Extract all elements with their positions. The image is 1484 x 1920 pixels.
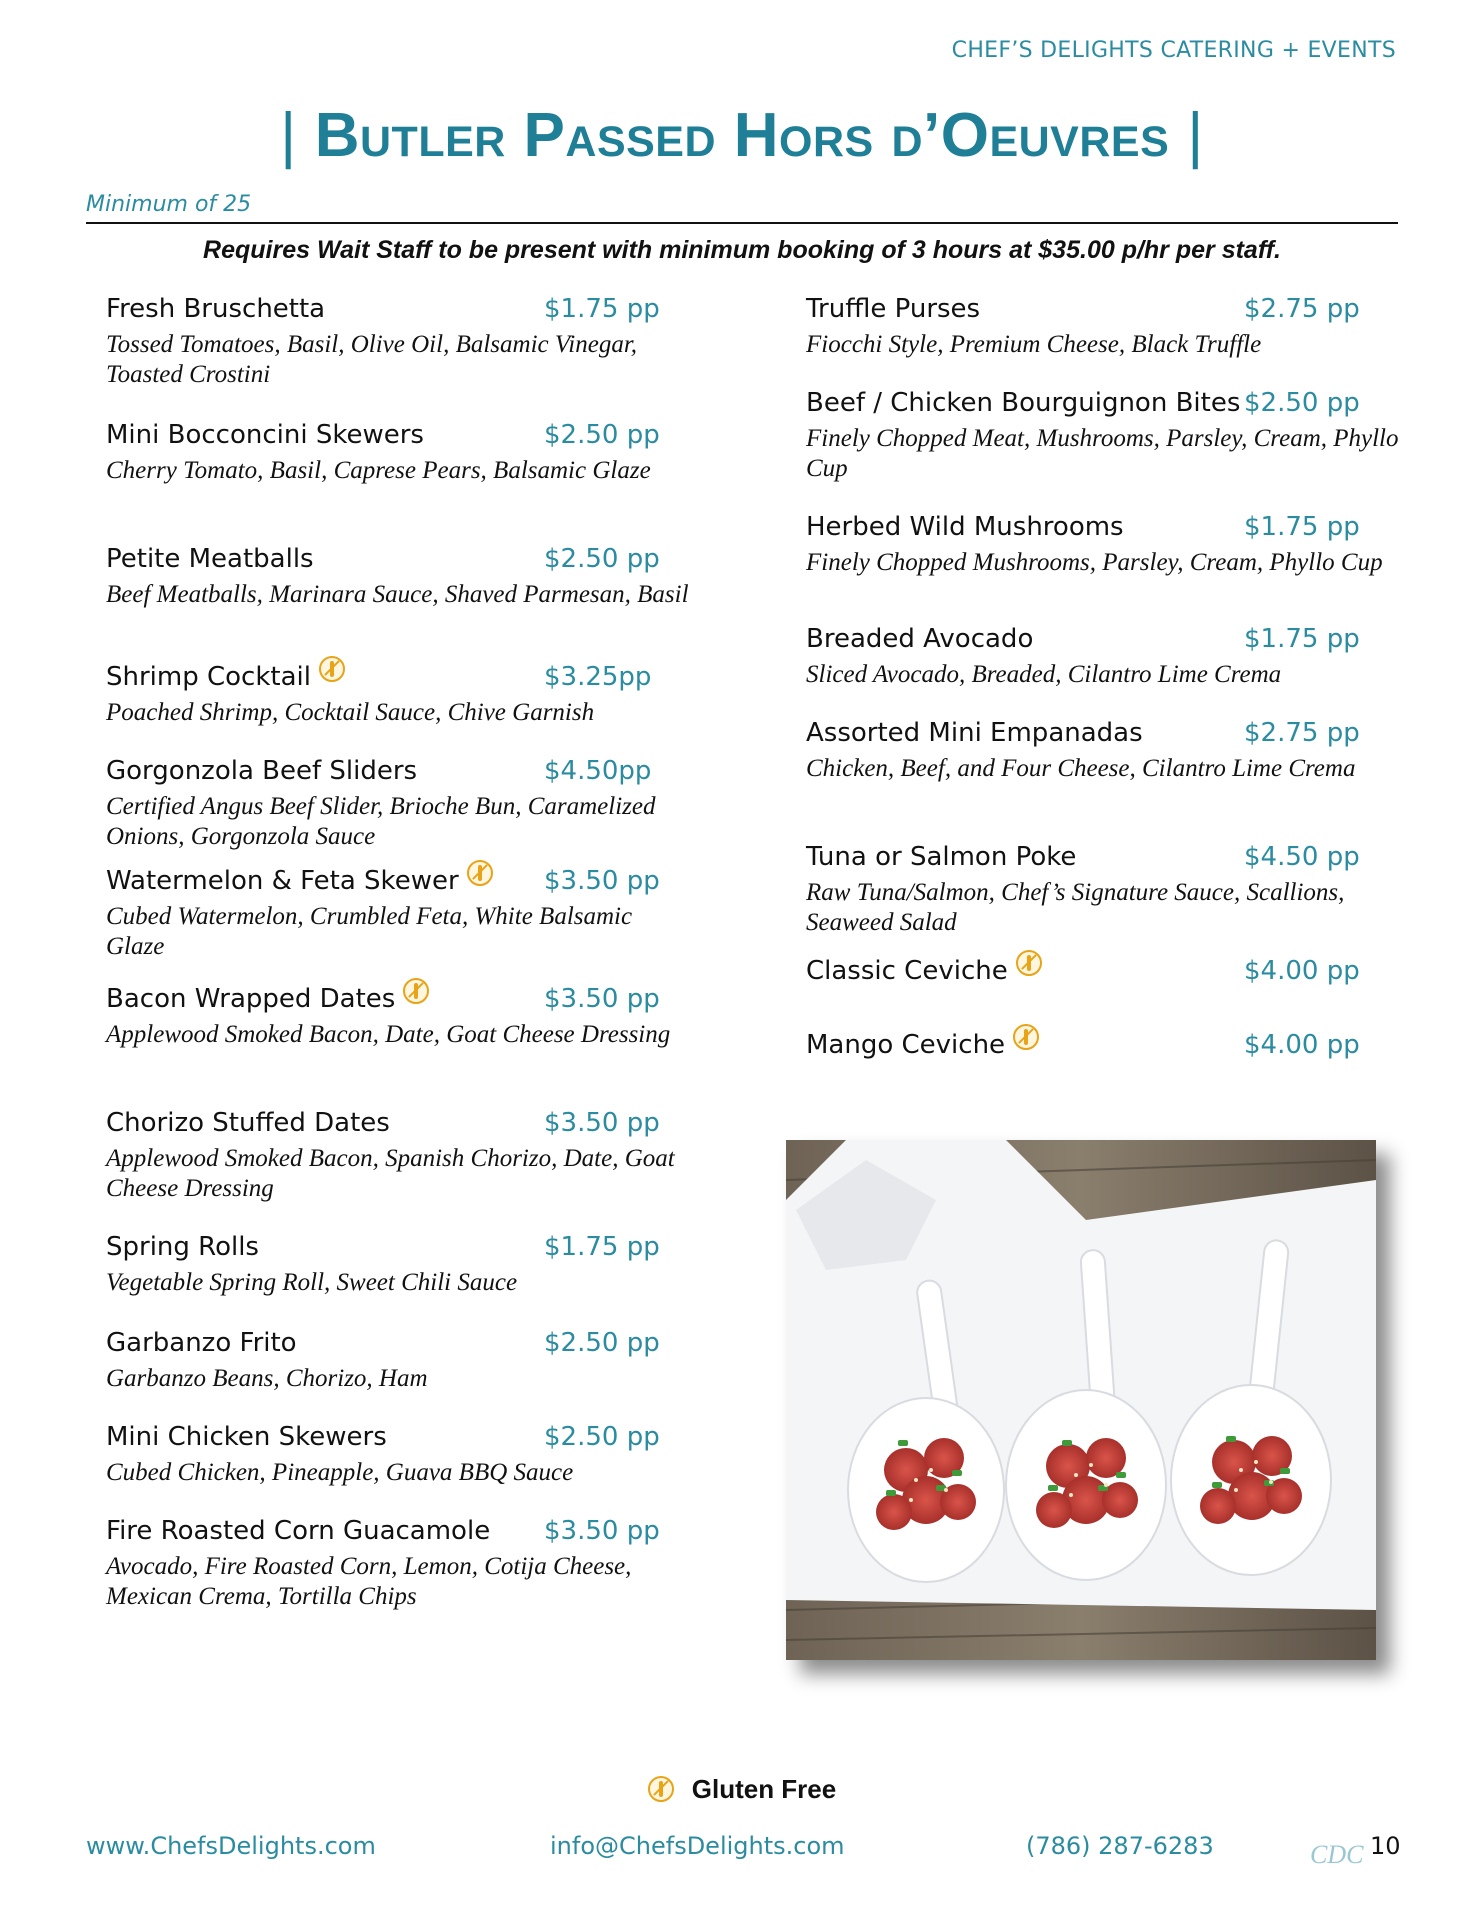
menu-item-name: [106, 1232, 259, 1262]
menu-item-price: $2.50 pp: [544, 1422, 660, 1452]
menu-item-header: [106, 420, 696, 454]
menu-item-description: Garbanzo Beans, Chorizo, Ham: [106, 1365, 428, 1392]
menu-item-description: Tossed Tomatoes, Basil, Olive Oil, Balsamic Vinegar, Toasted Crostini: [106, 331, 638, 388]
menu-item-description: Cubed Watermelon, Crumbled Feta, White Balsamic Glaze: [106, 903, 633, 960]
menu-item-price: $2.50 pp: [544, 1328, 660, 1358]
menu-item-description: Applewood Smoked Bacon, Spanish Chorizo, Date, Goat Cheese Dressing: [106, 1145, 675, 1202]
menu-item-header: [806, 388, 1406, 422]
menu-item-name: [106, 1422, 387, 1452]
menu-item-name-text: Gorgonzola Beef Sliders: [106, 756, 418, 786]
menu-item-header: [106, 1232, 696, 1266]
menu-item: [806, 956, 1406, 990]
company-name: CHEF’S DELIGHTS CATERING + EVENTS: [951, 38, 1396, 63]
menu-item-header: [106, 984, 696, 1018]
menu-item-name-text: Mini Chicken Skewers: [106, 1422, 387, 1452]
menu-item-name: [806, 842, 1076, 872]
menu-item-name-text: Fire Roasted Corn Guacamole: [106, 1516, 491, 1546]
poke-spoons-photo: [786, 1140, 1376, 1660]
menu-item-name-text: Truffle Purses: [806, 294, 981, 324]
menu-item-name: [106, 1328, 297, 1358]
menu-item: [806, 1030, 1406, 1064]
menu-item-name: [806, 512, 1124, 542]
menu-item-price: $2.75 pp: [1244, 294, 1360, 324]
menu-item-description: Poached Shrimp, Cocktail Sauce, Chive Garnish: [106, 699, 595, 726]
menu-item-price: $2.75 pp: [1244, 718, 1360, 748]
menu-item: [106, 984, 696, 1050]
menu-item-description: Certified Angus Beef Slider, Brioche Bun, Caramelized Onions, Gorgonzola Sauce: [106, 793, 656, 850]
menu-item: [806, 718, 1406, 784]
menu-item-header: [806, 842, 1406, 876]
menu-item-description: Cubed Chicken, Pineapple, Guava BBQ Sauce: [106, 1459, 574, 1486]
menu-item-header: [106, 662, 696, 696]
menu-item: [806, 294, 1406, 360]
menu-item-name-text: Mini Bocconcini Skewers: [106, 420, 424, 450]
menu-item-price: $4.50 pp: [1244, 842, 1360, 872]
menu-item-name-text: Fresh Bruschetta: [106, 294, 326, 324]
menu-item-name: [106, 662, 345, 692]
menu-item: [106, 420, 696, 486]
menu-item: [106, 1328, 696, 1394]
menu-item-price: $3.50 pp: [544, 1108, 660, 1138]
page-number: 10: [1370, 1832, 1401, 1860]
email-link[interactable]: info@ChefsDelights.com: [550, 1832, 845, 1860]
menu-item-price: $2.50 pp: [1244, 388, 1360, 418]
menu-item-header: [106, 1422, 696, 1456]
menu-item-header: [106, 1328, 696, 1362]
title-bar-right: |: [1187, 101, 1204, 170]
menu-item: [106, 1422, 696, 1488]
website-link[interactable]: www.ChefsDelights.com: [86, 1832, 376, 1860]
minimum-note: Minimum of 25: [86, 192, 252, 217]
header-divider: [86, 222, 1398, 224]
menu-item-price: $3.50 pp: [544, 984, 660, 1014]
gluten-free-legend: [0, 1774, 1484, 1805]
menu-item: [106, 544, 696, 610]
menu-item: [106, 1516, 696, 1612]
menu-item-name-text: Breaded Avocado: [806, 624, 1034, 654]
footer: [86, 1832, 1401, 1869]
menu-item-name-text: Assorted Mini Empanadas: [806, 718, 1143, 748]
menu-item-description: Chicken, Beef, and Four Cheese, Cilantro Lime Crema: [806, 755, 1356, 782]
menu-item-header: [106, 294, 696, 328]
food-photo-illustration: [786, 1140, 1376, 1660]
menu-item-name: [806, 624, 1033, 654]
gluten-free-label: Gluten Free: [691, 1774, 837, 1804]
menu-item-name: [106, 294, 325, 324]
menu-item-description: Applewood Smoked Bacon, Date, Goat Cheese Dressing: [106, 1021, 671, 1048]
menu-item-price: $4.50pp: [544, 756, 652, 786]
menu-item-name: [106, 866, 493, 896]
gluten-free-icon: [1016, 950, 1042, 976]
menu-item-name-text: Mango Ceviche: [806, 1030, 1006, 1060]
menu-item: [106, 756, 696, 852]
menu-item-header: [806, 294, 1406, 328]
gluten-free-icon: [648, 1776, 674, 1802]
menu-item-price: $3.25pp: [544, 662, 652, 692]
menu-item-header: [106, 544, 696, 578]
menu-item: [106, 662, 696, 728]
menu-item-description: Sliced Avocado, Breaded, Cilantro Lime Crema: [806, 661, 1282, 688]
title-bar-left: |: [280, 101, 297, 170]
menu-item-name-text: Watermelon & Feta Skewer: [106, 866, 459, 896]
gluten-free-icon: [467, 860, 493, 886]
menu-item-description: Vegetable Spring Roll, Sweet Chili Sauce: [106, 1269, 518, 1296]
menu-item-name: [106, 984, 429, 1014]
menu-item-description: Avocado, Fire Roasted Corn, Lemon, Cotija Cheese, Mexican Crema, Tortilla Chips: [106, 1553, 632, 1610]
menu-item-description: Finely Chopped Mushrooms, Parsley, Cream, Phyllo Cup: [806, 549, 1383, 576]
gluten-free-icon: [1013, 1024, 1039, 1050]
menu-item-description: Fiocchi Style, Premium Cheese, Black Truffle: [806, 331, 1262, 358]
menu-item: [106, 294, 696, 390]
menu-item: [106, 1108, 696, 1204]
menu-item-price: $1.75 pp: [544, 294, 660, 324]
menu-item-name-text: Classic Ceviche: [806, 956, 1008, 986]
menu-item-name-text: Shrimp Cocktail: [106, 662, 311, 692]
menu-item-header: [806, 1030, 1406, 1064]
menu-item-header: [806, 624, 1406, 658]
menu-item-header: [806, 718, 1406, 752]
menu-item-name-text: Garbanzo Frito: [106, 1328, 297, 1358]
phone-number[interactable]: (786) 287-6283: [1026, 1832, 1214, 1860]
menu-item-price: $1.75 pp: [544, 1232, 660, 1262]
menu-item-description: Finely Chopped Meat, Mushrooms, Parsley, Cream, Phyllo Cup: [806, 425, 1399, 482]
menu-item-header: [106, 756, 696, 790]
menu-item-header: [106, 1108, 696, 1142]
menu-item-name-text: Petite Meatballs: [106, 544, 314, 574]
page-title: [0, 100, 1484, 171]
menu-item: [806, 512, 1406, 578]
menu-item-name: [106, 1108, 390, 1138]
wait-staff-requirement: Requires Wait Staff to be present with minimum booking of 3 hours at $35.00 p/hr per staff.: [203, 236, 1281, 264]
title-text: Butler Passed Hors d’Oeuvres: [314, 101, 1170, 170]
menu-item-price: $3.50 pp: [544, 866, 660, 896]
menu-item-name: [806, 718, 1143, 748]
menu-item-price: $2.50 pp: [544, 420, 660, 450]
menu-item-header: [106, 1516, 696, 1550]
gluten-free-icon: [403, 978, 429, 1004]
menu-item-name: [106, 544, 314, 574]
menu-item-header: [806, 512, 1406, 546]
menu-item-name: [106, 420, 424, 450]
menu-item-description: Raw Tuna/Salmon, Chef’s Signature Sauce, Scallions, Seaweed Salad: [806, 879, 1345, 936]
menu-item-name: [806, 388, 1240, 418]
menu-item-name-text: Herbed Wild Mushrooms: [806, 512, 1124, 542]
menu-item-name: [806, 294, 980, 324]
menu-item-price: $4.00 pp: [1244, 1030, 1360, 1060]
menu-item: [806, 624, 1406, 690]
menu-item-header: [806, 956, 1406, 990]
gluten-free-icon: [319, 656, 345, 682]
menu-item: [106, 1232, 696, 1298]
menu-item-name: [806, 956, 1042, 986]
menu-item-description: Beef Meatballs, Marinara Sauce, Shaved Parmesan, Basil: [106, 581, 689, 608]
menu-item-name-text: Tuna or Salmon Poke: [806, 842, 1077, 872]
menu-item-price: $1.75 pp: [1244, 512, 1360, 542]
menu-item-price: $3.50 pp: [544, 1516, 660, 1546]
menu-item: [806, 842, 1406, 938]
menu-item-name-text: Chorizo Stuffed Dates: [106, 1108, 390, 1138]
menu-item-name: [106, 1516, 490, 1546]
menu-item-price: $2.50 pp: [544, 544, 660, 574]
menu-item-description: Cherry Tomato, Basil, Caprese Pears, Balsamic Glaze: [106, 457, 651, 484]
menu-item: [806, 388, 1406, 484]
menu-item-header: [106, 866, 696, 900]
menu-item-price: $4.00 pp: [1244, 956, 1360, 986]
menu-item-name-text: Bacon Wrapped Dates: [106, 984, 396, 1014]
menu-item: [106, 866, 696, 962]
menu-item-name-text: Beef / Chicken Bourguignon Bites: [806, 388, 1241, 418]
menu-item-name: [106, 756, 417, 786]
menu-item-name-text: Spring Rolls: [106, 1232, 259, 1262]
menu-item-price: $1.75 pp: [1244, 624, 1360, 654]
menu-item-name: [806, 1030, 1039, 1060]
cdc-logo: CDC: [1310, 1840, 1364, 1869]
